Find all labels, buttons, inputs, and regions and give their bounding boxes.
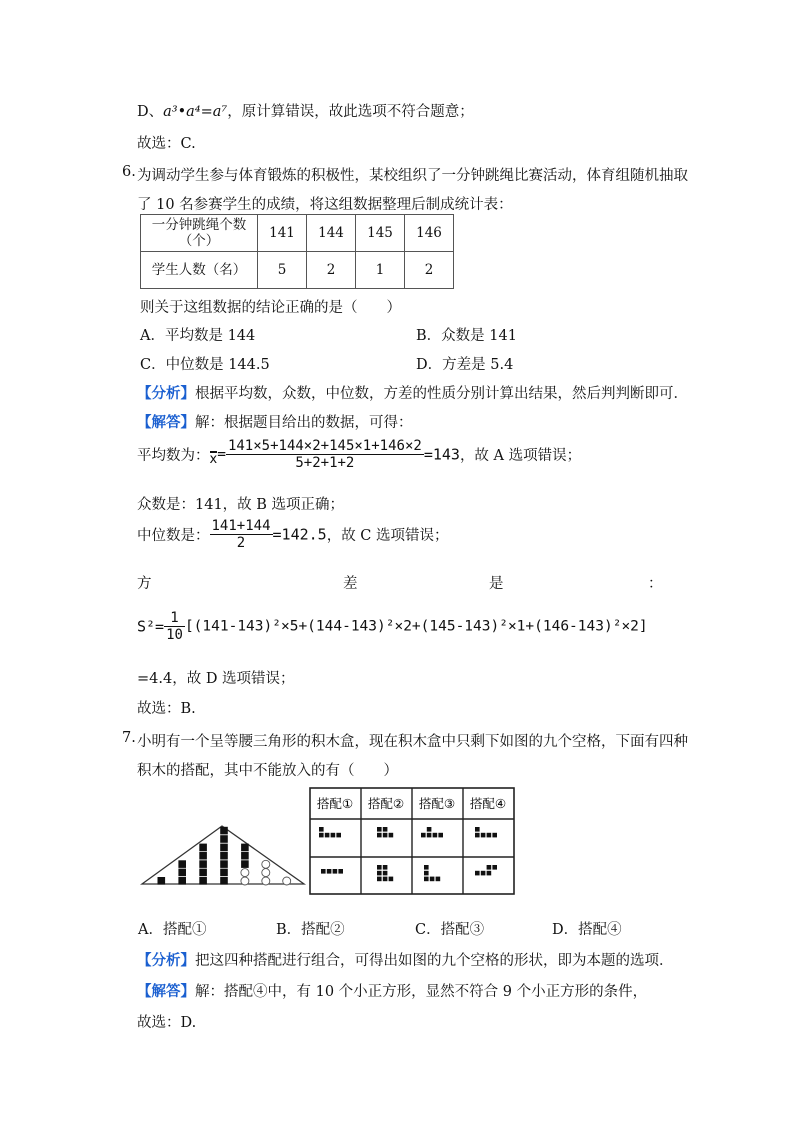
question-6-answer-intro xyxy=(137,411,413,432)
median-fraction xyxy=(210,518,273,551)
mean-denominator: 5+2+1+2 xyxy=(295,455,355,471)
mean-formula: 平均数为：x= $\frac{141\times 5+144\times 2+145\times 1+146\times 2}{5+2+1+2}$ =143，故 A 选项错误； xyxy=(137,438,582,471)
block-square xyxy=(436,877,441,882)
triangle-cells xyxy=(158,827,291,885)
question-6-analysis xyxy=(137,382,688,403)
variance-fraction xyxy=(164,610,185,643)
grid-header-2: 搭配② xyxy=(367,796,405,811)
mean-label: 平均数为： xyxy=(137,448,210,464)
question-6-choose: 故选：B. xyxy=(137,701,196,717)
block-square xyxy=(377,827,382,832)
question-7-answer xyxy=(137,980,647,1001)
block-square xyxy=(481,871,486,876)
block-square xyxy=(383,827,388,832)
filled-cell xyxy=(241,844,249,852)
block-square xyxy=(475,827,480,832)
question-7-option-c: C．搭配③ xyxy=(415,922,485,938)
block-square xyxy=(377,833,382,838)
question-6-option-d: D．方差是 5.4 xyxy=(416,357,514,373)
block-square xyxy=(487,833,492,838)
question-6-number: 6. xyxy=(122,164,136,180)
empty-cell xyxy=(241,869,249,877)
table-cell: 146 xyxy=(405,215,454,252)
table-row-header: 学生人数（名） xyxy=(141,252,258,289)
mean-fraction xyxy=(226,438,424,471)
block-square xyxy=(424,877,429,882)
variance-frac-denominator: 10 xyxy=(166,627,183,643)
median-formula xyxy=(137,518,449,551)
empty-cell xyxy=(262,877,270,885)
filled-cell xyxy=(178,869,186,877)
question-7-choose: 故选：D. xyxy=(137,1015,197,1031)
table-cell: 1 xyxy=(356,252,405,289)
question-6-prompt: 则关于这组数据的结论正确的是（ ） xyxy=(140,300,401,316)
block-square xyxy=(319,833,324,838)
empty-cell xyxy=(241,877,249,885)
filled-cell xyxy=(199,877,207,885)
table-header-line1: 一分钟跳绳个数 xyxy=(151,217,247,233)
variance-result: =4.4，故 D 选项错误； xyxy=(137,671,295,687)
question-6-stem-line1: 为调动学生参与体育锻炼的积极性，某校组织了一分钟跳绳比赛活动，体育组随机抽取 xyxy=(137,168,688,184)
table-row xyxy=(141,252,454,289)
prev-answer-line: 故选：C. xyxy=(137,136,196,152)
analysis-text: 把这四种搭配进行组合，可得出如图的九个空格的形状，即为本题的选项． xyxy=(195,953,674,969)
block-square xyxy=(438,833,443,838)
empty-cell xyxy=(262,869,270,877)
filled-cell xyxy=(220,860,228,868)
block-square xyxy=(430,877,435,882)
median-numerator: 141+144 xyxy=(211,518,271,534)
mean-conclusion: ，故 A 选项错误； xyxy=(459,448,582,464)
block-square xyxy=(377,877,382,882)
block-square xyxy=(327,869,332,874)
grid-header-4: 搭配④ xyxy=(469,796,507,811)
block-square xyxy=(433,833,438,838)
median-conclusion: ，故 C 选项错误； xyxy=(326,528,449,544)
block-combinations-grid xyxy=(309,787,515,895)
median-result: =142.5 xyxy=(272,525,327,544)
block-square xyxy=(333,869,338,874)
question-6-stats-table xyxy=(140,214,454,289)
block-square xyxy=(427,833,432,838)
filled-cell xyxy=(199,860,207,868)
question-6-stem-line2: 了 10 名参赛学生的成绩，将这组数据整理后制成统计表： xyxy=(137,197,513,213)
answer-intro-text: 解：根据题目给出的数据，可得： xyxy=(195,415,413,431)
block-square xyxy=(389,833,394,838)
table-cell: 144 xyxy=(307,215,356,252)
filled-cell xyxy=(220,835,228,843)
variance-s: S²= xyxy=(137,617,165,636)
filled-cell xyxy=(178,860,186,868)
variance-label-3: 是 xyxy=(489,576,504,592)
triangle-box-figure xyxy=(138,822,308,890)
empty-cell xyxy=(262,860,270,868)
mean-numerator: 141×5+144×2+145×1+146×2 xyxy=(227,438,422,454)
filled-cell xyxy=(241,860,249,868)
block-square xyxy=(475,871,480,876)
filled-cell xyxy=(220,869,228,877)
block-square xyxy=(487,865,492,870)
filled-cell xyxy=(220,877,228,885)
median-label: 中位数是： xyxy=(137,528,210,544)
block-square xyxy=(421,833,426,838)
table-row xyxy=(141,215,454,252)
block-square xyxy=(383,865,388,870)
question-6-option-c: C．中位数是 144.5 xyxy=(140,357,270,373)
grid-header-3: 搭配③ xyxy=(418,796,456,811)
block-square xyxy=(331,833,336,838)
block-square xyxy=(338,869,343,874)
mode-line: 众数是：141，故 B 选项正确； xyxy=(137,497,345,513)
filled-cell xyxy=(158,877,166,885)
filled-cell xyxy=(199,852,207,860)
block-square xyxy=(492,833,497,838)
variance-formula xyxy=(137,610,648,643)
filled-cell xyxy=(199,869,207,877)
filled-cell xyxy=(199,844,207,852)
block-square xyxy=(475,833,480,838)
table-cell: 145 xyxy=(356,215,405,252)
table-cell: 141 xyxy=(258,215,307,252)
prev-option-d-line xyxy=(137,100,474,121)
filled-cell xyxy=(178,877,186,885)
answer-tag: 【解答】 xyxy=(137,983,195,1000)
block-square xyxy=(319,827,324,832)
table-cell: 2 xyxy=(307,252,356,289)
block-square xyxy=(383,833,388,838)
question-6-option-a: A．平均数是 144 xyxy=(140,328,256,344)
block-square xyxy=(487,871,492,876)
prev-d-text: ，原计算错误，故此选项不符合题意； xyxy=(227,104,474,120)
median-denominator: 2 xyxy=(236,535,246,551)
question-7-option-a: A．搭配① xyxy=(138,922,207,938)
question-7-option-d: D．搭配④ xyxy=(552,922,622,938)
block-square xyxy=(325,833,330,838)
question-7-analysis xyxy=(137,949,674,970)
table-header-line2: （个） xyxy=(178,233,220,249)
block-square xyxy=(427,827,432,832)
question-6-option-b: B．众数是 141 xyxy=(416,328,517,344)
prev-d-label: D、 xyxy=(137,104,164,120)
block-square xyxy=(383,871,388,876)
grid-header-1: 搭配① xyxy=(316,796,354,811)
block-square xyxy=(336,833,341,838)
analysis-text: 根据平均数，众数，中位数，方差的性质分别计算出结果，然后判判断即可． xyxy=(195,386,688,402)
question-7-stem-line1: 小明有一个呈等腰三角形的积木盒，现在积木盒中只剩下如图的九个空格，下面有四种 xyxy=(137,734,688,750)
variance-label-2: 差 xyxy=(343,576,358,592)
question-7-stem-line2: 积木的搭配，其中不能放入的有（ ） xyxy=(137,763,398,779)
variance-label-1: 方 xyxy=(137,576,152,592)
analysis-tag: 【分析】 xyxy=(137,952,195,969)
question-7-option-b: B．搭配② xyxy=(276,922,345,938)
block-square xyxy=(383,877,388,882)
variance-frac-numerator: 1 xyxy=(164,610,185,627)
prev-d-expression: a³•a⁴=a⁷ xyxy=(163,104,228,120)
mean-xbar: x xyxy=(209,451,218,467)
block-square xyxy=(377,865,382,870)
block-square xyxy=(424,865,429,870)
block-square xyxy=(492,865,497,870)
answer-tag: 【解答】 xyxy=(137,414,195,431)
mean-result: =143 xyxy=(423,445,460,464)
block-square xyxy=(424,871,429,876)
analysis-tag: 【分析】 xyxy=(137,385,195,402)
answer-text: 解：搭配④中，有 10 个小正方形，显然不符合 9 个小正方形的条件， xyxy=(195,984,648,1000)
block-square xyxy=(389,877,394,882)
filled-cell xyxy=(220,844,228,852)
filled-cell xyxy=(220,852,228,860)
filled-cell xyxy=(220,827,228,835)
block-square xyxy=(481,833,486,838)
empty-cell xyxy=(283,877,291,885)
block-square xyxy=(377,871,382,876)
table-cell: 5 xyxy=(258,252,307,289)
filled-cell xyxy=(241,852,249,860)
variance-body: [(141-143)²×5+(144-143)²×2+(145-143)²×1+(146-143)²×2] xyxy=(184,618,648,635)
block-square xyxy=(321,869,326,874)
variance-label-4: ： xyxy=(648,576,663,592)
table-row-header xyxy=(141,215,258,252)
table-cell: 2 xyxy=(405,252,454,289)
question-7-number: 7. xyxy=(122,730,136,746)
